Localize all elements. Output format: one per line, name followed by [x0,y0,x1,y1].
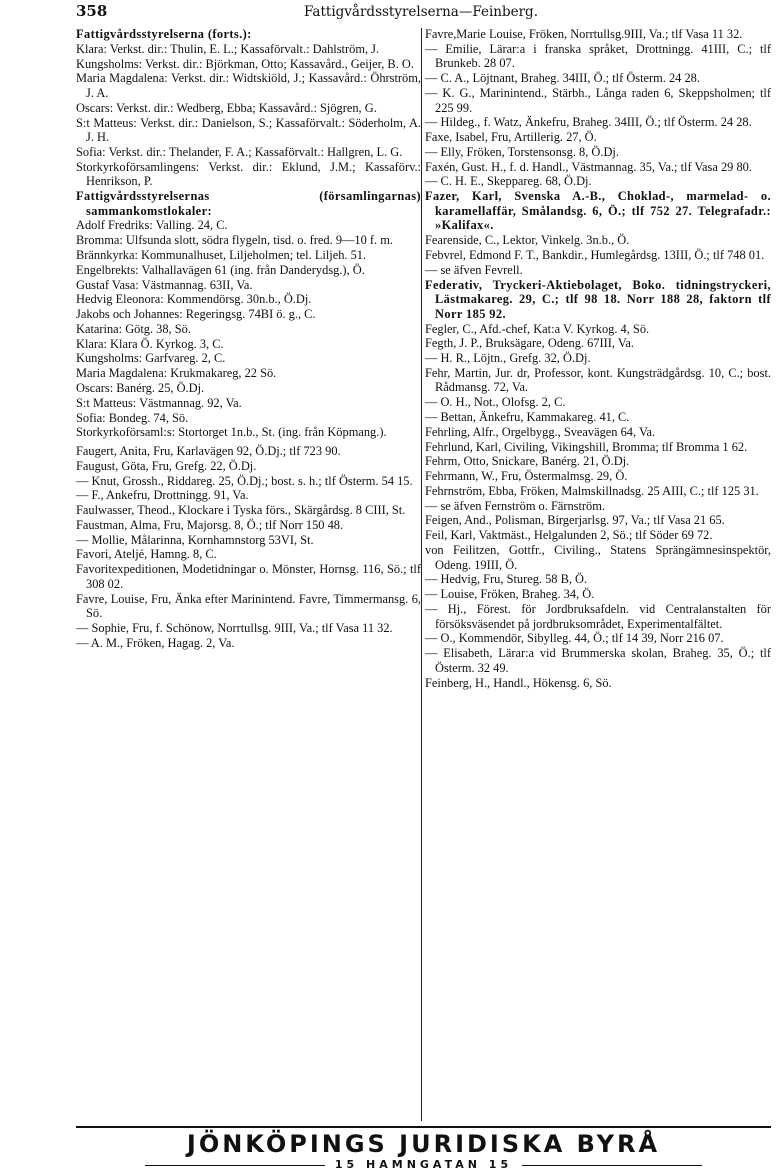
directory-entry: Fehr, Martin, Jur. dr, Professor, kont. Kungsträdgårdsg. 10, C.; bost. Rådmansg. 72, Va. [425,365,771,395]
directory-entry: Fehrmann, W., Fru, Östermalmsg. 29, Ö. [425,469,628,484]
directory-entry: — se äfven Fevrell. [425,262,523,277]
directory-entry: Favori, Ateljé, Hamng. 8, C. [76,547,217,562]
directory-entry: Engelbrekts: Valhallavägen 61 (ing. från Danderydsg.), Ö. [76,262,365,277]
directory-entry: Jakobs och Johannes: Regeringsg. 74BI ö. g., C. [76,307,316,322]
directory-entry: Fazer, Karl, Svenska A.-B., Choklad-, marmelad- o. karamellaffär, Smålandsg. 6, Ö.; tlf 752 27. Telegrafadr.: »Kalifax«. [425,189,771,233]
directory-entry: — O., Kommendör, Sibylleg. 44, Ö.; tlf 14 39, Norr 216 07. [425,631,724,646]
footer-address-line [76,1159,771,1171]
directory-entry: Sofia: Verkst. dir.: Thelander, F. A.; Kassaförvalt.: Hallgren, L. G. [76,144,403,159]
directory-entry: Fegth, J. P., Bruksägare, Odeng. 67III, Va. [425,336,635,351]
directory-entry: Feil, Karl, Vaktmäst., Helgalunden 2, Sö.; tlf Söder 69 72. [425,528,713,543]
directory-entry: Storkyrkoförsaml:s: Stortorget 1n.b., St. (ing. från Köpmang.). [76,425,387,440]
directory-entry: Klara: Klara Ö. Kyrkog. 3, C. [76,336,224,351]
directory-entry: — A. M., Fröken, Hagag. 2, Va. [76,635,235,650]
directory-entry: — Louise, Fröken, Braheg. 34, Ö. [425,587,595,602]
directory-entry: Federativ, Tryckeri-Aktiebolaget, Boko. tidningstryckeri, Lästmakareg. 29, C.; tlf 98 18. Norr 188 28, faktorn tlf Norr 185 92. [425,277,771,321]
directory-entry: Maria Magdalena: Krukmakareg, 22 Sö. [76,366,277,381]
directory-entry: — K. G., Marinintend., Stärbh., Långa raden 6, Skeppsholmen; tlf 225 99. [425,85,771,115]
directory-entry: Fehrling, Alfr., Orgelbygg., Sveavägen 64, Va. [425,424,656,439]
right-column [425,27,771,690]
directory-entry: Fehrlund, Karl, Civiling, Vikingshill, Bromma; tlf Bromma 1 62. [425,439,748,454]
directory-entry: — Sophie, Fru, f. Schönow, Norrtullsg. 9III, Va.; tlf Vasa 11 32. [76,620,393,635]
directory-entry: Katarina: Götg. 38, Sö. [76,321,191,336]
directory-entry: Sofia: Bondeg. 74, Sö. [76,410,189,425]
footer-advertisement [76,1126,771,1172]
directory-entry: Faugust, Göta, Fru, Grefg. 22, Ö.Dj. [76,458,257,473]
directory-entry: Fegler, C., Afd.-chef, Kat:a V. Kyrkog. 4, Sö. [425,321,650,336]
directory-entry: Fattigvårdsstyrelsernas (församlingarnas) sammankomstlokaler: [76,189,421,218]
directory-entry: S:t Matteus: Västmannag. 92, Va. [76,395,242,410]
directory-entry: Faustman, Alma, Fru, Majorsg. 8, Ö.; tlf Norr 150 48. [76,517,344,532]
directory-entry: Oscars: Banérg. 25, Ö.Dj. [76,381,205,395]
directory-entry: — O. H., Not., Olofsg. 2, C. [425,395,566,410]
directory-entry: — C. A., Löjtnant, Braheg. 34III, Ö.; tlf Österm. 24 28. [425,71,700,86]
directory-entry: Febvrel, Edmond F. T., Bankdir., Humlegårdsg. 13III, Ö.; tlf 748 01. [425,247,765,262]
directory-entry: von Feilitzen, Gottfr., Civiling., Statens Sprängämnesinspektör, Odeng. 19III, Ö. [425,543,771,572]
directory-entry: — Knut, Grossh., Riddareg. 25, Ö.Dj.; bost. s. h.; tlf Österm. 54 15. [76,473,413,488]
directory-entry: Fehrm, Otto, Snickare, Banérg. 21, Ö.Dj. [425,454,630,469]
directory-entry: — Elisabeth, Lärar:a vid Brummerska skolan, Braheg. 35, Ö.; tlf Österm. 32 49. [425,646,771,675]
directory-entry: Adolf Fredriks: Valling. 24, C. [76,218,228,233]
directory-entry: Feinberg, H., Handl., Hökensg. 6, Sö. [425,675,612,690]
directory-entry: Fattigvårdsstyrelserna (forts.): [76,27,252,41]
directory-entry: Gustaf Vasa: Västmannag. 63II, Va. [76,277,253,292]
directory-entry: Klara: Verkst. dir.: Thulin, E. L.; Kassaförvalt.: Dahlström, J. [76,41,380,56]
directory-entry: Bromma: Ulfsunda slott, södra flygeln, tisd. o. fred. 9—10 f. m. [76,233,393,248]
footer-rule-left [145,1165,325,1166]
directory-entry: Hedvig Eleonora: Kommendörsg. 30n.b., Ö.Dj. [76,292,312,307]
directory-entry: Oscars: Verkst. dir.: Wedberg, Ebba; Kassavård.: Sjögren, G. [76,100,377,115]
running-head: Fattigvårdsstyrelserna—Feinberg. [303,4,538,20]
directory-entry: Faugert, Anita, Fru, Karlavägen 92, Ö.Dj.; tlf 723 90. [76,443,341,458]
left-column [76,27,421,651]
footer-title: JÖNKÖPINGS JURIDISKA BYRÅ [186,1130,661,1158]
directory-entry: — Hildeg., f. Watz, Änkefru, Braheg. 34III, Ö.; tlf Österm. 24 28. [425,115,752,130]
directory-entry: Brännkyrka: Kommunalhuset, Liljeholmen; tel. Liljeh. 51. [76,247,367,262]
directory-entry: — Bettan, Änkefru, Kammakareg. 41, C. [425,410,630,424]
directory-entry: Faulwasser, Theod., Klockare i Tyska förs., Skärgårdsg. 8 CIII, St. [76,503,406,518]
footer-address: 15 HAMNGATAN 15 [334,1158,513,1171]
directory-entry: Favre,Marie Louise, Fröken, Norrtullsg.9III, Va.; tlf Vasa 11 32. [425,27,743,41]
page-header [76,2,766,26]
directory-entry: Faxe, Isabel, Fru, Artillerig. 27, Ö. [425,130,597,145]
directory-entry: S:t Matteus: Verkst. dir.: Danielson, S.; Kassaförvalt.: Söderholm, A. J. H. [76,115,421,145]
directory-entry: Faxén, Gust. H., f. d. Handl., Västmannag. 35, Va.; tlf Vasa 29 80. [425,159,752,174]
directory-entry: Maria Magdalena: Verkst. dir.: Widtskiöld, J.; Kassavård.: Öhrström, J. A. [76,71,421,100]
page-number: 358 [76,2,108,20]
directory-entry: — F., Ankefru, Drottningg. 91, Va. [76,488,249,503]
directory-entry: Favre, Louise, Fru, Änka efter Marinintend. Favre, Timmermansg. 6, Sö. [76,591,421,621]
directory-entry: Favoritexpeditionen, Modetidningar o. Mönster, Hornsg. 116, Sö.; tlf 308 02. [76,562,421,591]
directory-entry: Fehrnström, Ebba, Fröken, Malmskillnadsg. 25 AIII, C.; tlf 125 31. [425,483,759,498]
directory-entry: — Elly, Fröken, Torstensonsg. 8, Ö.Dj. [425,144,619,159]
directory-entry: — se äfven Fernström o. Färnström. [425,498,605,513]
directory-entry: Feigen, And., Polisman, Birgerjarlsg. 97, Va.; tlf Vasa 21 65. [425,513,725,528]
directory-entry: Fearenside, C., Lektor, Vinkelg. 3n.b., Ö. [425,233,630,248]
directory-entry: Kungsholms: Verkst. dir.: Björkman, Otto; Kassavård., Geijer, B. O. [76,56,414,71]
footer-rule-top [76,1126,771,1128]
footer-rule-right [522,1165,702,1166]
directory-entry: — Hj., Förest. för Jordbruksafdeln. vid Centralanstalten för försöksväsendet på jordbruksområdet, Experimentalfältet. [425,601,771,631]
directory-entry: — Emilie, Lärar:a i franska språket, Drottningg. 41III, C.; tlf Brunkeb. 28 07. [425,41,771,71]
directory-entry: — Mollie, Målarinna, Kornhamnstorg 53VI, St. [76,532,314,547]
column-divider [421,28,422,1121]
directory-entry: Kungsholms: Garfvareg. 2, C. [76,351,226,366]
directory-entry: — C. H. E., Skeppareg. 68, Ö.Dj. [425,174,592,189]
directory-entry: — Hedvig, Fru, Stureg. 58 B, Ö. [425,572,588,587]
directory-entry: — H. R., Löjtn., Grefg. 32, Ö.Dj. [425,351,591,366]
directory-entry: Storkyrkoförsamlingens: Verkst. dir.: Eklund, J.M.; Kassaförv.: Henrikson, P. [76,159,421,189]
